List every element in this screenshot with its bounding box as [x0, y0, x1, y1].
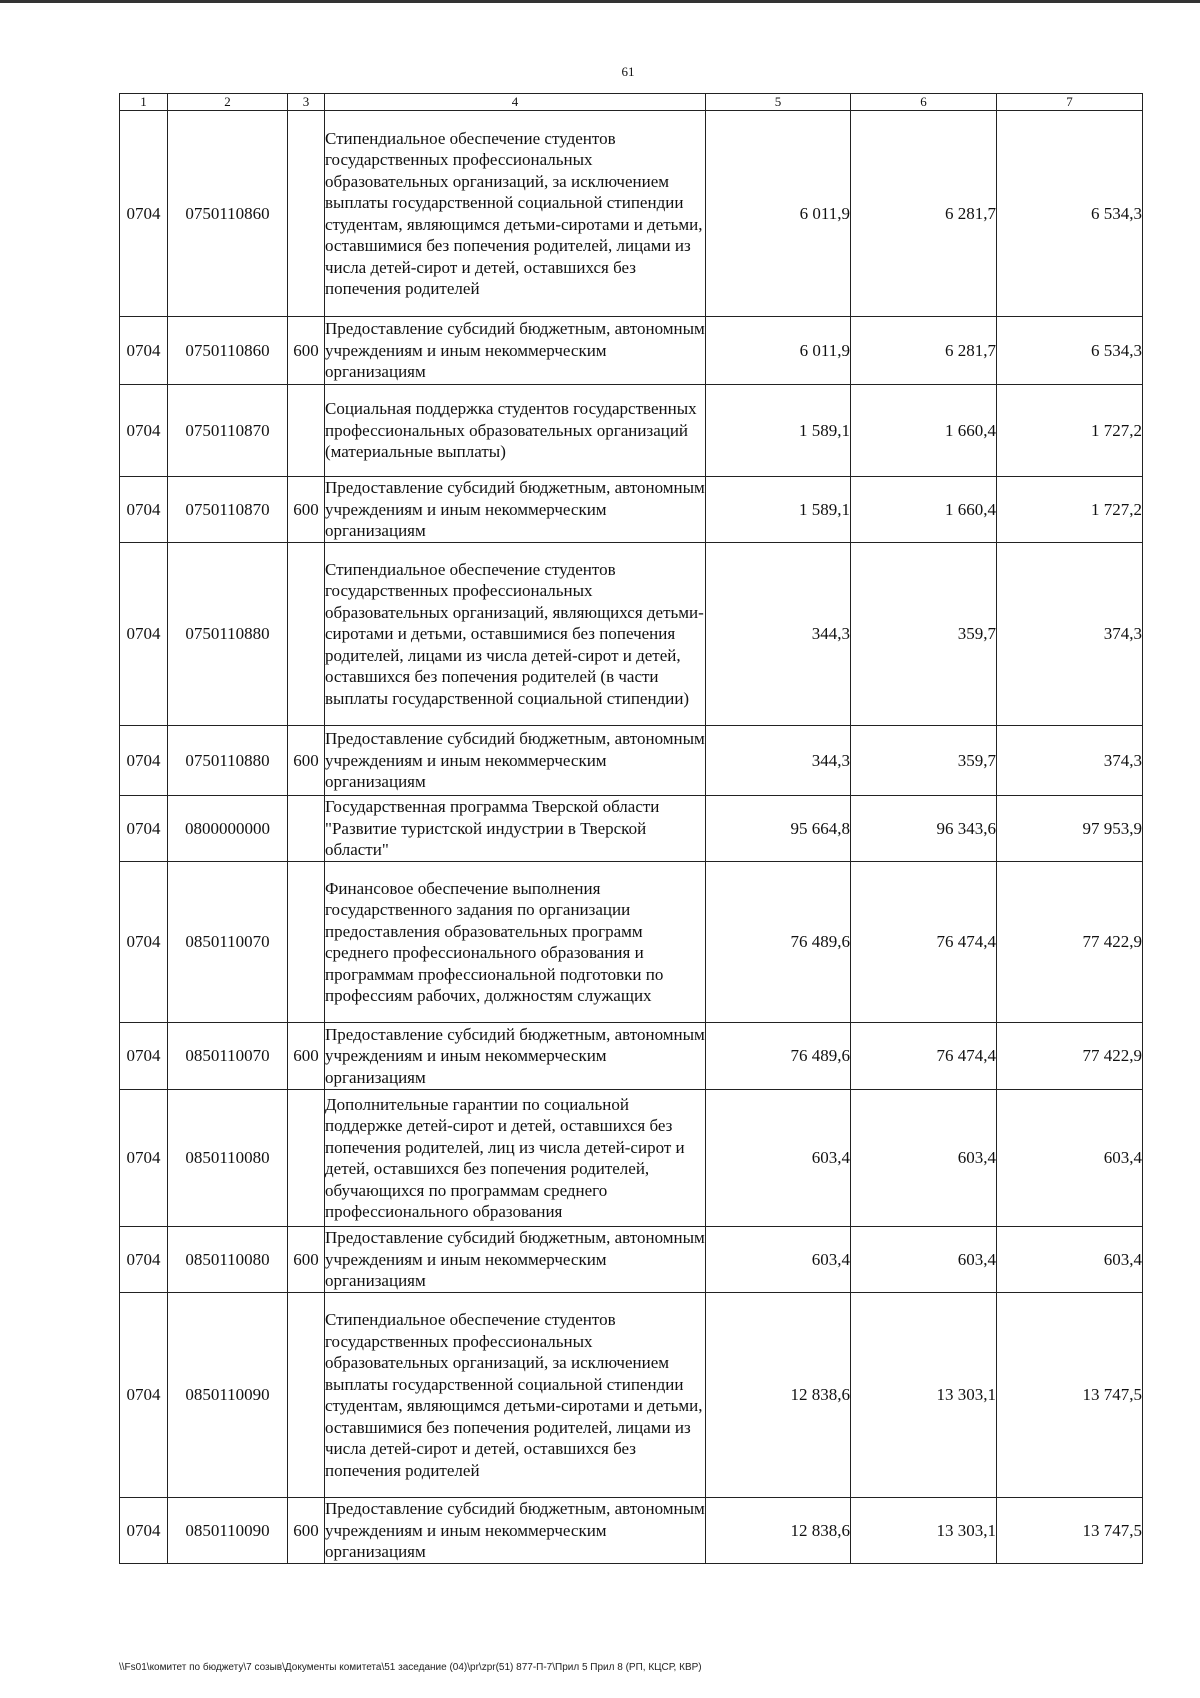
table-row [120, 726, 1143, 796]
amount-col6: 76 474,4 [851, 1023, 997, 1090]
item-name: Предоставление субсидий бюджетным, автономным учреждениям и иным некоммерческим организациям [325, 726, 706, 796]
table-row [120, 1293, 1143, 1498]
amount-col5: 6 011,9 [706, 317, 851, 385]
table-row [120, 862, 1143, 1023]
amount-col7: 97 953,9 [997, 796, 1143, 862]
amount-col7: 6 534,3 [997, 111, 1143, 317]
target-item-code: 0750110870 [168, 477, 288, 543]
table-row [120, 796, 1143, 862]
amount-col7: 603,4 [997, 1227, 1143, 1293]
section-code: 0704 [120, 1023, 168, 1090]
section-code: 0704 [120, 385, 168, 477]
section-code: 0704 [120, 796, 168, 862]
table-row [120, 1498, 1143, 1564]
section-code: 0704 [120, 111, 168, 317]
budget-table [119, 93, 1143, 1564]
expense-type-code [288, 543, 325, 726]
amount-col6: 1 660,4 [851, 385, 997, 477]
amount-col7: 13 747,5 [997, 1293, 1143, 1498]
target-item-code: 0750110860 [168, 317, 288, 385]
amount-col5: 12 838,6 [706, 1498, 851, 1564]
amount-col5: 76 489,6 [706, 1023, 851, 1090]
item-name: Стипендиальное обеспечение студентов государственных профессиональных образовательных организаций, являющихся детьми-сиротами и детьми, оставшимися без попечения родителей, лицами из числа детей-сирот и детей, оставшихся без попечения родителей (в части выплаты государственной социальной стипендии) [325, 543, 706, 726]
amount-col5: 12 838,6 [706, 1293, 851, 1498]
amount-col7: 77 422,9 [997, 1023, 1143, 1090]
amount-col7: 374,3 [997, 543, 1143, 726]
item-name: Предоставление субсидий бюджетным, автономным учреждениям и иным некоммерческим организациям [325, 1499, 705, 1561]
item-name: Предоставление субсидий бюджетным, автономным учреждениям и иным некоммерческим организациям [325, 1227, 706, 1293]
amount-col6: 13 303,1 [851, 1293, 997, 1498]
amount-col7: 1 727,2 [997, 385, 1143, 477]
table-row [120, 477, 1143, 543]
item-name: Предоставление субсидий бюджетным, автономным учреждениям и иным некоммерческим организациям [325, 1023, 706, 1090]
amount-col5: 6 011,9 [706, 111, 851, 317]
amount-col5: 95 664,8 [706, 796, 851, 862]
section-code: 0704 [120, 862, 168, 1023]
item-name: Предоставление субсидий бюджетным, автономным учреждениям и иным некоммерческим организациям [325, 317, 706, 385]
column-number: 3 [288, 94, 325, 111]
target-item-code: 0850110080 [168, 1227, 288, 1293]
expense-type-code [288, 1090, 325, 1227]
amount-col7: 603,4 [997, 1090, 1143, 1227]
expense-type-code: 600 [288, 317, 325, 385]
column-number: 5 [706, 94, 851, 111]
page-top-border [0, 0, 1200, 3]
target-item-code: 0750110860 [168, 111, 288, 317]
table-row [120, 385, 1143, 477]
table-row [120, 111, 1143, 317]
item-name: Предоставление субсидий бюджетным, автономным учреждениям и иным некоммерческим организациям [325, 477, 706, 543]
target-item-code: 0750110880 [168, 543, 288, 726]
amount-col5: 603,4 [706, 1227, 851, 1293]
expense-type-code [288, 1293, 325, 1498]
expense-type-code: 600 [288, 1227, 325, 1293]
item-name: Государственная программа Тверской области "Развитие туристской индустрии в Тверской области" [325, 796, 706, 862]
amount-col7: 13 747,5 [997, 1498, 1143, 1564]
amount-col6: 76 474,4 [851, 862, 997, 1023]
column-number-row [120, 94, 1143, 111]
column-number: 4 [325, 94, 706, 111]
item-name: Дополнительные гарантии по социальной поддержке детей-сирот и детей, оставшихся без попечения родителей, лиц из числа детей-сирот и детей, оставшихся без попечения родителей, обучающихся по программам среднего профессионального образования [325, 1090, 706, 1227]
expense-type-code: 600 [288, 726, 325, 796]
amount-col7: 374,3 [997, 726, 1143, 796]
column-number: 2 [168, 94, 288, 111]
target-item-code: 0850110080 [168, 1090, 288, 1227]
expense-type-code: 600 [288, 477, 325, 543]
expense-type-code [288, 862, 325, 1023]
amount-col6: 1 660,4 [851, 477, 997, 543]
section-code: 0704 [120, 1227, 168, 1293]
amount-col5: 76 489,6 [706, 862, 851, 1023]
amount-col7: 1 727,2 [997, 477, 1143, 543]
expense-type-code [288, 111, 325, 317]
footer-file-path: \\Fs01\комитет по бюджету\7 созыв\Документы комитета\51 заседание (04)\pr\zpr(51) 877-П-7\Прил 5 Прил 8 (РП, КЦСР, КВР) [119, 1662, 702, 1673]
expense-type-code: 600 [288, 1498, 325, 1564]
amount-col6: 6 281,7 [851, 317, 997, 385]
amount-col7: 6 534,3 [997, 317, 1143, 385]
section-code: 0704 [120, 1293, 168, 1498]
column-number: 6 [851, 94, 997, 111]
section-code: 0704 [120, 726, 168, 796]
column-number: 7 [997, 94, 1143, 111]
amount-col6: 6 281,7 [851, 111, 997, 317]
amount-col5: 1 589,1 [706, 477, 851, 543]
expense-type-code: 600 [288, 1023, 325, 1090]
item-name: Стипендиальное обеспечение студентов государственных профессиональных образовательных организаций, за исключением выплаты государственной социальной стипендии студентам, являющимся детьми-сиротами и детьми, оставшимися без попечения родителей, лицами из числа детей-сирот и детей, оставшихся без попечения родителей [325, 111, 706, 317]
amount-col5: 344,3 [706, 543, 851, 726]
target-item-code: 0850110070 [168, 862, 288, 1023]
target-item-code: 0750110870 [168, 385, 288, 477]
amount-col5: 603,4 [706, 1090, 851, 1227]
amount-col6: 603,4 [851, 1227, 997, 1293]
item-name: Финансовое обеспечение выполнения государственного задания по организации предоставления образовательных программ среднего профессионального образования и программам профессиональной подготовки по профессиям рабочих, должностям служащих [325, 862, 706, 1023]
column-number: 1 [120, 94, 168, 111]
amount-col6: 96 343,6 [851, 796, 997, 862]
section-code: 0704 [120, 543, 168, 726]
target-item-code: 0750110880 [168, 726, 288, 796]
item-name: Стипендиальное обеспечение студентов государственных профессиональных образовательных организаций, за исключением выплаты государственной социальной стипендии студентам, являющимся детьми-сиротами и детьми, оставшимися без попечения родителей, лицами из числа детей-сирот и детей, оставшихся без попечения родителей [325, 1293, 706, 1498]
target-item-code: 0850110090 [168, 1498, 288, 1564]
expense-type-code [288, 385, 325, 477]
target-item-code: 0850110070 [168, 1023, 288, 1090]
amount-col5: 344,3 [706, 726, 851, 796]
section-code: 0704 [120, 317, 168, 385]
table-row [120, 543, 1143, 726]
expense-type-code [288, 796, 325, 862]
amount-col5: 1 589,1 [706, 385, 851, 477]
amount-col6: 359,7 [851, 726, 997, 796]
amount-col7: 77 422,9 [997, 862, 1143, 1023]
item-name: Социальная поддержка студентов государственных профессиональных образовательных организаций (материальные выплаты) [325, 385, 706, 477]
table-row [120, 317, 1143, 385]
table-row [120, 1227, 1143, 1293]
amount-col6: 13 303,1 [851, 1498, 997, 1564]
target-item-code: 0850110090 [168, 1293, 288, 1498]
table-row [120, 1090, 1143, 1227]
section-code: 0704 [120, 477, 168, 543]
target-item-code: 0800000000 [168, 796, 288, 862]
section-code: 0704 [120, 1090, 168, 1227]
table-row [120, 1023, 1143, 1090]
section-code: 0704 [120, 1498, 168, 1564]
page-number: 61 [621, 64, 635, 79]
amount-col6: 359,7 [851, 543, 997, 726]
amount-col6: 603,4 [851, 1090, 997, 1227]
